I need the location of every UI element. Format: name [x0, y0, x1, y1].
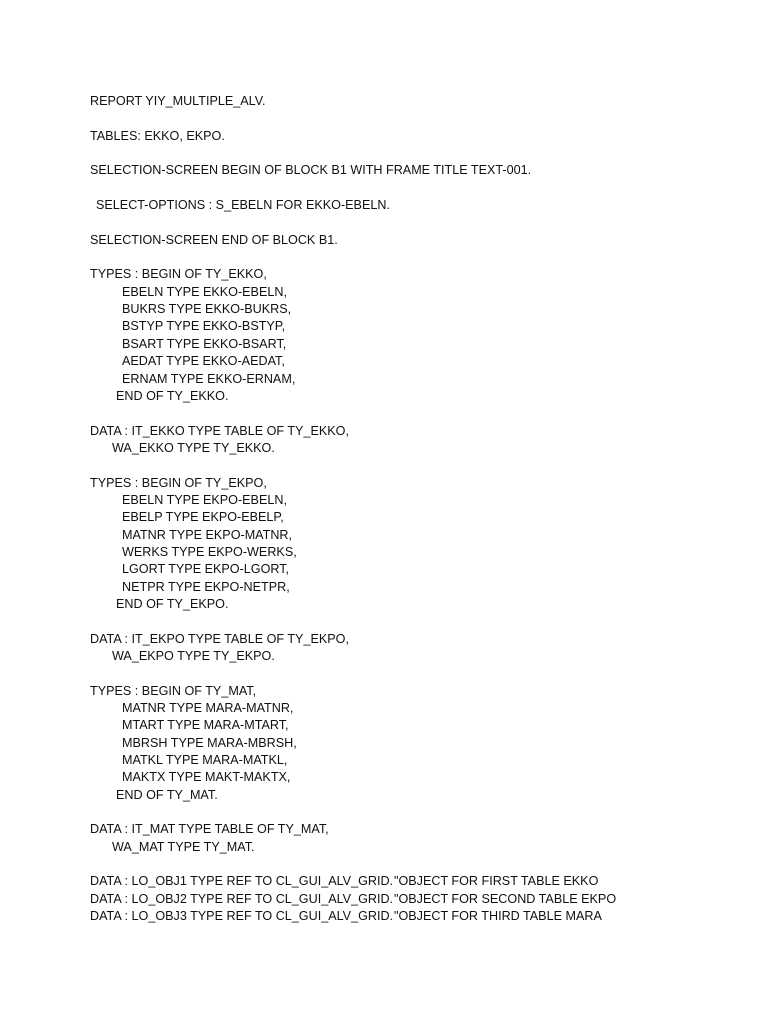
data-ekko-table: DATA : IT_EKKO TYPE TABLE OF TY_EKKO, — [90, 423, 349, 438]
data-object-statement: DATA : LO_OBJ1 TYPE REF TO CL_GUI_ALV_GRID. — [90, 874, 394, 889]
data-object-statement: DATA : LO_OBJ2 TYPE REF TO CL_GUI_ALV_GRID. — [90, 891, 394, 906]
data-mat-table: DATA : IT_MAT TYPE TABLE OF TY_MAT, — [90, 822, 329, 837]
selection-screen-end: SELECTION-SCREEN END OF BLOCK B1. — [90, 232, 338, 247]
types-ekko-field: AEDAT TYPE EKKO-AEDAT, — [122, 354, 285, 369]
data-object-statement: DATA : LO_OBJ3 TYPE REF TO CL_GUI_ALV_GRID. — [90, 909, 394, 924]
blank-line — [90, 110, 730, 127]
types-mat-end: END OF TY_MAT. — [116, 787, 218, 802]
types-ekpo-field: MATNR TYPE EKPO-MATNR, — [122, 527, 293, 542]
data-object-comment: "OBJECT FOR FIRST TABLE EKKO — [394, 874, 599, 889]
blank-line — [90, 457, 730, 474]
data-ekpo-table: DATA : IT_EKPO TYPE TABLE OF TY_EKPO, — [90, 631, 349, 646]
blank-line — [90, 804, 730, 821]
blank-line — [90, 145, 730, 162]
data-object-line — [90, 891, 730, 908]
types-ekpo-field: EBELP TYPE EKPO-EBELP, — [122, 510, 284, 525]
types-ekpo-field: EBELN TYPE EKPO-EBELN, — [122, 492, 287, 507]
types-ekpo-field: LGORT TYPE EKPO-LGORT, — [122, 562, 290, 577]
data-ekpo-workarea: WA_EKPO TYPE TY_EKPO. — [112, 649, 275, 663]
types-mat-field: MATKL TYPE MARA-MATKL, — [122, 753, 288, 768]
types-ekpo-end: END OF TY_EKPO. — [116, 596, 229, 611]
types-ekpo-field: WERKS TYPE EKPO-WERKS, — [122, 544, 297, 559]
data-object-comment: "OBJECT FOR THIRD TABLE MARA — [394, 909, 602, 924]
blank-line — [90, 405, 730, 422]
select-options-statement: SELECT-OPTIONS : S_EBELN FOR EKKO-EBELN. — [96, 198, 390, 213]
data-mat-workarea: WA_MAT TYPE TY_MAT. — [112, 839, 255, 854]
data-object-comment: "OBJECT FOR SECOND TABLE EKPO — [394, 891, 617, 906]
blank-line — [90, 214, 730, 231]
types-ekpo-begin: TYPES : BEGIN OF TY_EKPO, — [90, 475, 267, 490]
blank-line — [90, 856, 730, 873]
data-object-line — [90, 908, 730, 925]
types-ekpo-field: NETPR TYPE EKPO-NETPR, — [122, 579, 290, 594]
abap-code-listing — [90, 93, 730, 926]
types-mat-field: MAKTX TYPE MAKT-MAKTX, — [122, 770, 291, 785]
data-object-line — [90, 873, 730, 890]
types-ekko-end: END OF TY_EKKO. — [116, 388, 229, 403]
blank-line — [90, 180, 730, 197]
blank-line — [90, 665, 730, 682]
types-mat-field: MTART TYPE MARA-MTART, — [122, 718, 289, 733]
types-ekko-field: BUKRS TYPE EKKO-BUKRS, — [122, 302, 292, 317]
types-ekko-field: BSTYP TYPE EKKO-BSTYP, — [122, 319, 286, 334]
types-ekko-begin: TYPES : BEGIN OF TY_EKKO, — [90, 267, 267, 282]
types-mat-field: MATNR TYPE MARA-MATNR, — [122, 701, 294, 716]
tables-statement: TABLES: EKKO, EKPO. — [90, 128, 225, 143]
types-ekko-field: BSART TYPE EKKO-BSART, — [122, 336, 287, 351]
types-ekko-field: EBELN TYPE EKKO-EBELN, — [122, 284, 287, 299]
blank-line — [90, 249, 730, 266]
blank-line — [90, 613, 730, 630]
types-mat-begin: TYPES : BEGIN OF TY_MAT, — [90, 683, 257, 698]
types-mat-field: MBRSH TYPE MARA-MBRSH, — [122, 735, 297, 750]
selection-screen-begin: SELECTION-SCREEN BEGIN OF BLOCK B1 WITH FRAME TITLE TEXT-001. — [90, 163, 532, 178]
report-statement: REPORT YIY_MULTIPLE_ALV. — [90, 94, 266, 108]
data-ekko-workarea: WA_EKKO TYPE TY_EKKO. — [112, 440, 275, 455]
types-ekko-field: ERNAM TYPE EKKO-ERNAM, — [122, 371, 296, 386]
